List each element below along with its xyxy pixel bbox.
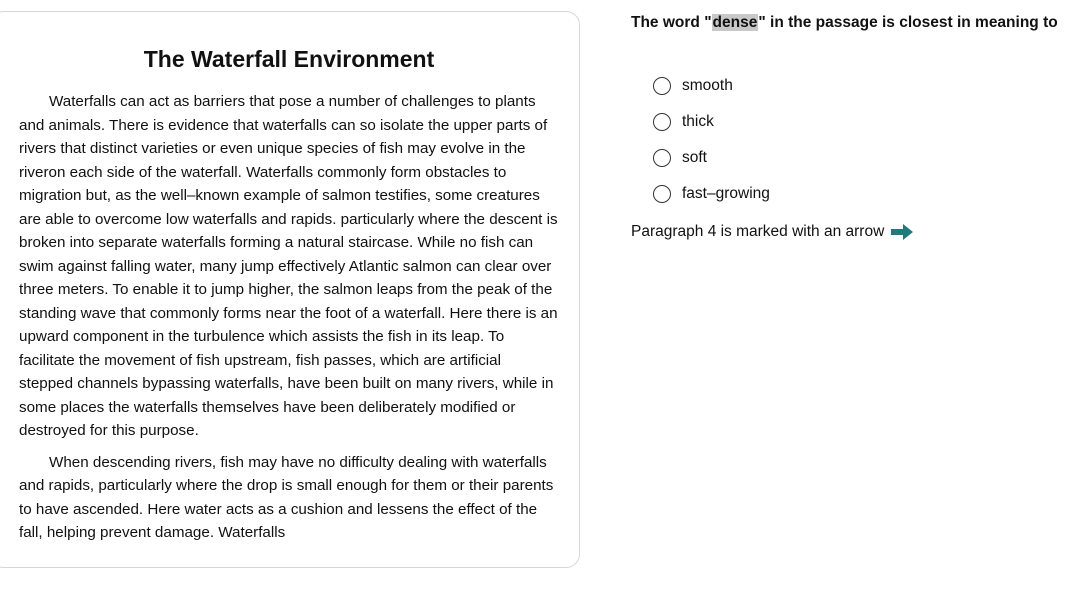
passage-paragraph-1: Waterfalls can act as barriers that pose a number of challenges to plants and animals. There is evidence that waterfalls can so isolate the upper parts of rivers that distinct varieties or even unique species of fish may evolve in the riveron each side of the waterfall. Waterfalls commonly form obstacles to migration but, as the well–known example of salmon testifies, some creatures are able to overcome low waterfalls and rapids. particularly where the descent is broken into separate waterfalls forming a natural staircase. While no fish can swim against falling water, many jump effectively Atlantic salmon can clear over three meters. To enable it to jump higher, the salmon leaps from the peak of the standing wave that commonly forms near the foot of a waterfall. Here there is an upward component in the turbulence which assists the fish in its leap. To facilitate the movement of fish upstream, fish passes, which are artificial stepped channels bypassing waterfalls, have been built on many rivers, while in some places the waterfalls themselves have been deliberately modified or destroyed for this purpose. xyxy=(19,93,558,439)
radio-button[interactable] xyxy=(653,113,671,131)
radio-button[interactable] xyxy=(653,77,671,95)
arrow-right-icon xyxy=(891,224,913,240)
option-soft[interactable] xyxy=(653,140,770,176)
passage-paragraph-2: When descending rivers, fish may have no difficulty dealing with waterfalls and rapids, particularly where the drop is small enough for them or their parents to have ascended. Here water acts as a cushion and lessens the effect of the fall, helping prevent damage. Waterfalls xyxy=(19,453,554,541)
option-label: soft xyxy=(682,149,707,166)
option-label: smooth xyxy=(682,77,733,94)
question-stem xyxy=(631,12,1058,34)
highlighted-word: dense xyxy=(712,14,758,31)
option-fast-growing[interactable] xyxy=(653,176,770,212)
question-stem-prefix: The word " xyxy=(631,14,712,31)
option-label: thick xyxy=(682,113,714,130)
option-thick[interactable] xyxy=(653,104,770,140)
passage-panel[interactable] xyxy=(0,11,580,568)
passage-scroll-area[interactable] xyxy=(19,12,559,554)
option-smooth[interactable] xyxy=(653,68,770,104)
passage-title: The Waterfall Environment xyxy=(143,46,435,72)
radio-button[interactable] xyxy=(653,149,671,167)
question-area xyxy=(631,0,1080,595)
answer-options xyxy=(653,68,770,212)
radio-button[interactable] xyxy=(653,185,671,203)
question-stem-suffix: " in the passage is closest in meaning to xyxy=(758,14,1058,31)
option-label: fast–growing xyxy=(682,185,770,202)
paragraph-note-text: Paragraph 4 is marked with an arrow xyxy=(631,223,885,240)
paragraph-note xyxy=(631,221,913,243)
